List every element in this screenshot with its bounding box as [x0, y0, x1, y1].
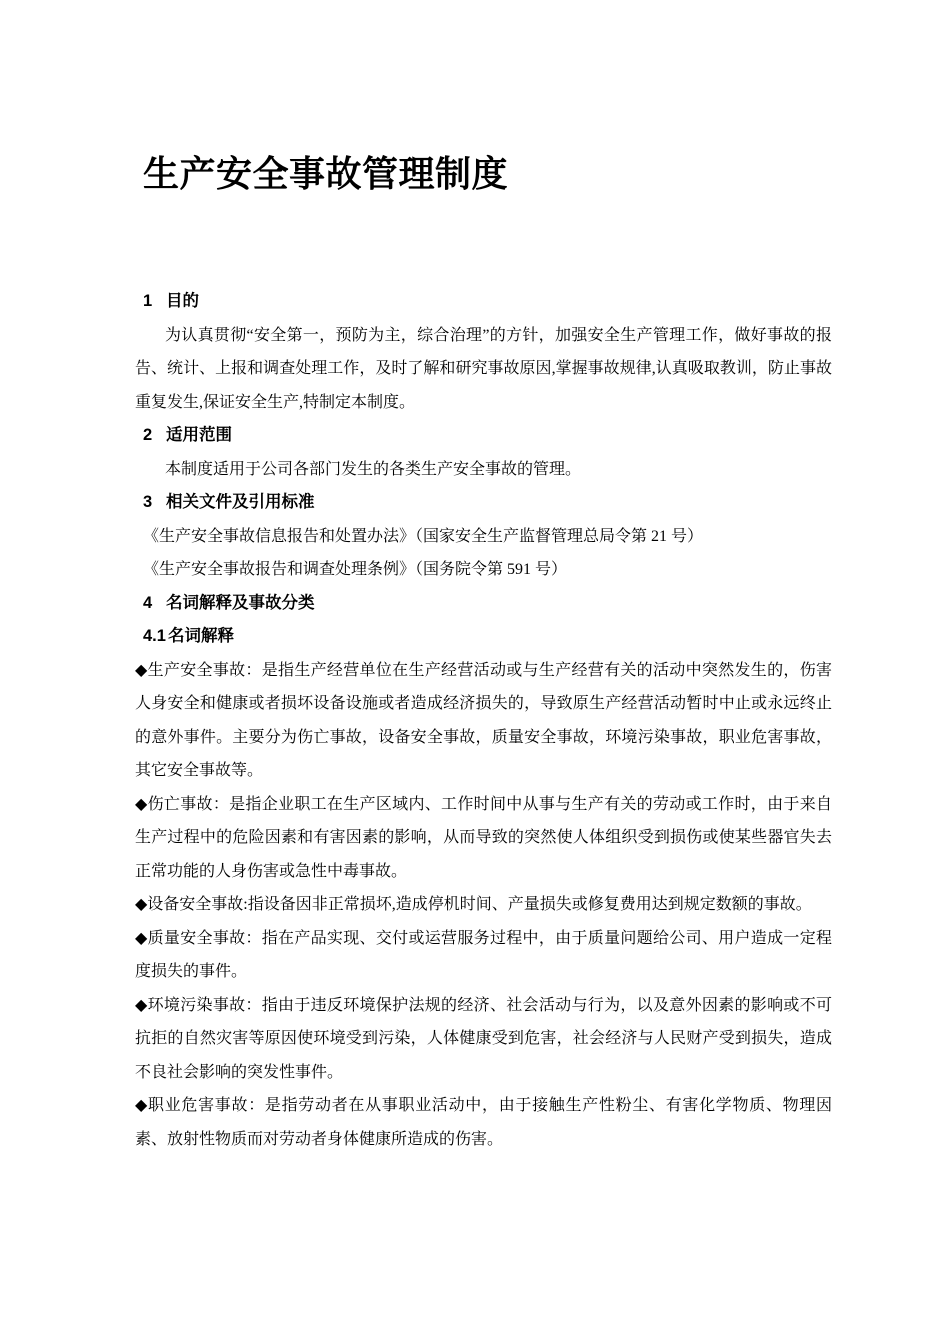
section-3-number: 3 — [143, 493, 153, 511]
subsection-4-1-heading — [135, 620, 832, 654]
section-2-heading — [135, 419, 832, 453]
section-1-heading — [135, 285, 832, 319]
subsection-4-1-number: 4.1 — [143, 627, 166, 645]
section-1-number: 1 — [143, 292, 153, 310]
document-title: 生产安全事故管理制度 — [143, 154, 509, 194]
definition-occupational-hazard-accident: ◆职业危害事故：是指劳动者在从事职业活动中，由于接触生产性粉尘、有害化学物质、物理因素、放射性物质而对劳动者身体健康所造成的伤害。 — [135, 1097, 832, 1148]
section-2-number: 2 — [143, 426, 153, 444]
definition-production-safety-accident: ◆生产安全事故：是指生产经营单位在生产经营活动或与生产经营有关的活动中突然发生的，伤害人身安全和健康或者损坏设备设施或者造成经济损失的，导致原生产经营活动暂时中止或永远终止的意外事件。主要分为伤亡事故，设备安全事故，质量安全事故，环境污染事故，职业危害事故，其它安全事故等。 — [135, 661, 832, 779]
section-1-title: 目的 — [166, 292, 199, 310]
section-4-number: 4 — [143, 593, 153, 612]
section-2-title: 适用范围 — [166, 426, 232, 444]
document-content — [135, 0, 832, 1156]
section-3-heading — [135, 486, 832, 520]
definition-casualty-accident: ◆伤亡事故：是指企业职工在生产区域内、工作时间中从事与生产有关的劳动或工作时，由于来自生产过程中的危险因素和有害因素的影响，从而导致的突然使人体组织受到损伤或使某些器官失去正常功能的人身伤害或急性中毒事故。 — [135, 795, 832, 880]
definition-environmental-pollution-accident: ◆环境污染事故：指由于违反环境保护法规的经济、社会活动与行为，以及意外因素的影响或不可抗拒的自然灾害等原因使环境受到污染，人体健康受到危害，社会经济与人民财产受到损失，造成不良社会影响的突发性事件。 — [135, 996, 832, 1081]
reference-item-1: 《生产安全事故信息报告和处置办法》（国家安全生产监督管理总局令第 21 号） — [143, 527, 704, 545]
reference-item-2: 《生产安全事故报告和调查处理条例》（国务院令第 591 号） — [143, 561, 568, 578]
definition-quality-safety-accident: ◆质量安全事故：指在产品实现、交付或运营服务过程中，由于质量问题给公司、用户造成一定程度损失的事件。 — [135, 929, 832, 980]
section-1-paragraph: 为认真贯彻“安全第一，预防为主，综合治理”的方针，加强安全生产管理工作，做好事故的报告、统计、上报和调查处理工作，及时了解和研究事故原因,掌握事故规律,认真吸取教训，防止事故重复发生,保证安全生产,特制定本制度。 — [135, 326, 832, 411]
subsection-4-1-title: 名词解释 — [167, 627, 234, 645]
section-4-heading — [135, 587, 832, 621]
section-4-title: 名词解释及事故分类 — [166, 593, 315, 612]
section-3-title: 相关文件及引用标准 — [166, 493, 315, 511]
definition-equipment-safety-accident: ◆设备安全事故:指设备因非正常损坏,造成停机时间、产量损失或修复费用达到规定数额的事故。 — [135, 896, 812, 913]
section-2-paragraph: 本制度适用于公司各部门发生的各类生产安全事故的管理。 — [165, 460, 582, 478]
